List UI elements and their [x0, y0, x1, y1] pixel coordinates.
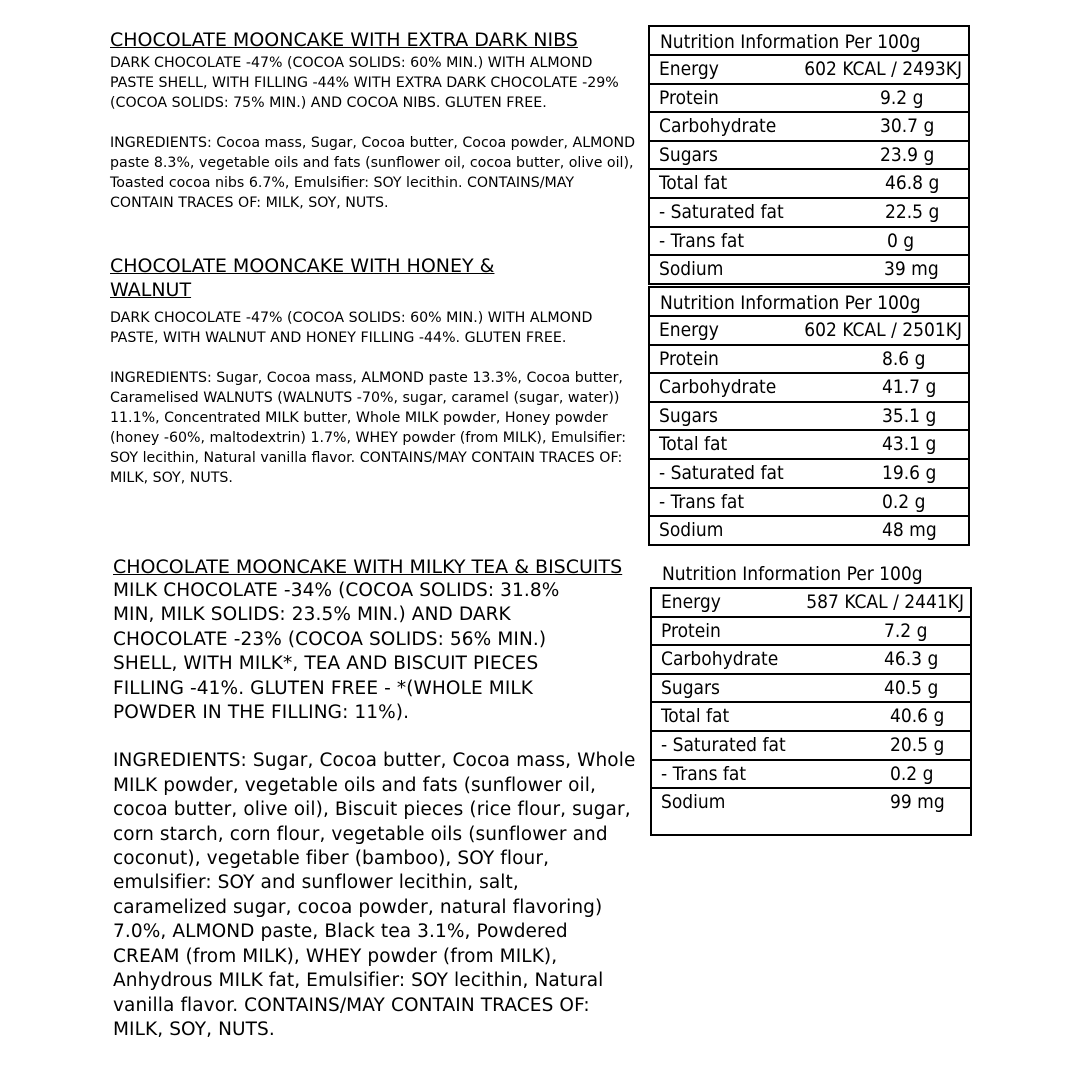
nutrition-row-protein: [652, 618, 970, 647]
nutrition-row-sodium: [650, 517, 968, 544]
nutrition-row-total-fat: [650, 431, 968, 460]
product-3-nutrition-header: Nutrition Information Per 100g: [662, 563, 923, 585]
nutrition-label: Protein: [661, 619, 721, 642]
nutrition-value: 39 mg: [884, 258, 939, 281]
nutrition-label: Sodium: [659, 258, 724, 281]
nutrition-header: Nutrition Information Per 100g: [650, 288, 968, 317]
nutrition-row-protein: [650, 346, 968, 375]
nutrition-row-sodium: [650, 256, 968, 283]
nutrition-row-carbohydrate: [652, 646, 970, 675]
nutrition-row-trans-fat: [652, 761, 970, 790]
nutrition-label: Energy: [659, 319, 719, 341]
nutrition-row-trans-fat: [650, 489, 968, 518]
nutrition-value: 9.2 g: [880, 86, 924, 109]
nutrition-value: 7.2 g: [884, 619, 928, 642]
nutrition-row-saturated-fat: [652, 732, 970, 761]
product-2-title-line1: CHOCOLATE MOONCAKE WITH HONEY &: [110, 255, 495, 277]
nutrition-label: Sugars: [659, 404, 718, 427]
nutrition-row-saturated-fat: [650, 199, 968, 228]
nutrition-value: 602 KCAL / 2493KJ: [804, 58, 962, 80]
nutrition-value: 48 mg: [882, 519, 937, 542]
nutrition-row-carbohydrate: [650, 374, 968, 403]
nutrition-value: 0.2 g: [882, 490, 926, 513]
product-3-ingredients: INGREDIENTS: Sugar, Cocoa butter, Cocoa mass, Whole MILK powder, vegetable oils and fats (sunflower oil, cocoa butter, olive oil), Biscuit pieces (rice flour, sugar, corn starch, corn flour, vegetable oils (sunflower and coconut), vegetable fiber (bamboo), SOY flour, emulsifier: SOY and sunflower lecithin, salt, caramelized sugar, cocoa powder, natural flavoring) 7.0%, ALMOND paste, Black tea 3.1%, Powdered CREAM (from MILK), WHEY powder (from MILK), Anhydrous MILK fat, Emulsifier: SOY lecithin, Natural vanilla flavor. CONTAINS/MAY CONTAIN TRACES OF: MILK, SOY, NUTS.: [113, 750, 636, 1040]
nutrition-value: 30.7 g: [880, 115, 935, 138]
nutrition-label: Sodium: [659, 519, 724, 542]
nutrition-value: 35.1 g: [882, 404, 937, 427]
nutrition-row-energy: [650, 317, 968, 346]
nutrition-value: 41.7 g: [882, 376, 937, 399]
nutrition-label: Sugars: [659, 143, 718, 166]
product-3-title: CHOCOLATE MOONCAKE WITH MILKY TEA & BISCUITS: [113, 556, 623, 578]
product-1-nutrition-table: [648, 25, 970, 285]
nutrition-row-energy: [650, 56, 968, 85]
product-1-ingredients: INGREDIENTS: Cocoa mass, Sugar, Cocoa butter, Cocoa powder, ALMOND paste 8.3%, vegetable oils and fats (sunflower oil, cocoa butter, olive oil), Toasted cocoa nibs 6.7%, Emulsifier: SOY lecithin. CONTAINS/MAY CONTAIN TRACES OF: MILK, SOY, NUTS.: [110, 135, 636, 211]
nutrition-row-sodium: [652, 789, 970, 816]
product-2-nutrition-table: [648, 286, 970, 546]
nutrition-label: Energy: [661, 591, 721, 613]
nutrition-label: Energy: [659, 58, 719, 80]
nutrition-label: Carbohydrate: [659, 376, 777, 399]
nutrition-value: 23.9 g: [880, 143, 935, 166]
nutrition-label: Total fat: [659, 172, 728, 195]
product-2-title: [110, 254, 640, 302]
nutrition-row-sugars: [652, 675, 970, 704]
nutrition-value: 99 mg: [890, 791, 945, 814]
nutrition-label: Sodium: [661, 791, 726, 814]
product-2-title-line2: WALNUT: [110, 279, 192, 301]
nutrition-value: 602 KCAL / 2501KJ: [804, 319, 962, 341]
nutrition-row-total-fat: [650, 170, 968, 199]
nutrition-value: 587 KCAL / 2441KJ: [806, 591, 964, 613]
nutrition-header: Nutrition Information Per 100g: [650, 27, 968, 56]
product-3-text: [113, 555, 653, 1042]
nutrition-value: 8.6 g: [882, 347, 926, 370]
nutrition-value: 19.6 g: [882, 461, 937, 484]
nutrition-label: Protein: [659, 86, 719, 109]
nutrition-value: 20.5 g: [890, 733, 945, 756]
product-3-description: MILK CHOCOLATE -34% (COCOA SOLIDS: 31.8% MIN, MILK SOLIDS: 23.5% MIN.) AND DARK CHOCOLATE -23% (COCOA SOLIDS: 56% MIN.) SHELL, WITH MILK*, TEA AND BISCUIT PIECES FILLING -41%. GLUTEN FREE - *(WHOLE MILK POWDER IN THE FILLING: 11%).: [113, 580, 560, 724]
nutrition-value: 40.6 g: [890, 705, 945, 728]
product-2-description: DARK CHOCOLATE -47% (COCOA SOLIDS: 60% MIN.) WITH ALMOND PASTE, WITH WALNUT AND HONEY FILLING -44%. GLUTEN FREE.: [110, 310, 593, 346]
nutrition-value: 43.1 g: [882, 433, 937, 456]
nutrition-value: 0.2 g: [890, 762, 934, 785]
nutrition-value: 0 g: [887, 229, 915, 252]
product-1-description: DARK CHOCOLATE -47% (COCOA SOLIDS: 60% MIN.) WITH ALMOND PASTE SHELL, WITH FILLING -44% WITH EXTRA DARK CHOCOLATE -29% (COCOA SOLIDS: 75% MIN.) AND COCOA NIBS. GLUTEN FREE.: [110, 55, 619, 111]
nutrition-row-total-fat: [652, 703, 970, 732]
product-2-ingredients: INGREDIENTS: Sugar, Cocoa mass, ALMOND paste 13.3%, Cocoa butter, Caramelised WALNUTS (WALNUTS -70%, sugar, caramel (sugar, water)) 11.1%, Concentrated MILK butter, Whole MILK powder, Honey powder (honey -60%, maltodextrin) 1.7%, WHEY powder (from MILK), Emulsifier: SOY lecithin, Natural vanilla flavor. CONTAINS/MAY CONTAIN TRACES OF: MILK, SOY, NUTS.: [110, 370, 627, 486]
nutrition-row-energy: [652, 589, 970, 618]
nutrition-row-trans-fat: [650, 228, 968, 257]
product-3-nutrition-table: [650, 587, 972, 836]
product-1-title: CHOCOLATE MOONCAKE WITH EXTRA DARK NIBS: [110, 29, 578, 51]
nutrition-label: - Trans fat: [661, 762, 747, 785]
product-2-text: [110, 254, 640, 488]
nutrition-label: Total fat: [659, 433, 728, 456]
nutrition-row-carbohydrate: [650, 113, 968, 142]
nutrition-label: Carbohydrate: [661, 648, 779, 671]
nutrition-row-sugars: [650, 142, 968, 171]
nutrition-label: Carbohydrate: [659, 115, 777, 138]
nutrition-label: - Saturated fat: [659, 200, 784, 223]
nutrition-label: Total fat: [661, 705, 730, 728]
nutrition-row-saturated-fat: [650, 460, 968, 489]
nutrition-label: - Trans fat: [659, 229, 745, 252]
nutrition-row-protein: [650, 85, 968, 114]
nutrition-label: Sugars: [661, 676, 720, 699]
nutrition-label: - Saturated fat: [661, 733, 786, 756]
product-1-text: [110, 28, 638, 213]
nutrition-label: - Trans fat: [659, 490, 745, 513]
nutrition-row-sugars: [650, 403, 968, 432]
nutrition-label: Protein: [659, 347, 719, 370]
nutrition-value: 40.5 g: [884, 676, 939, 699]
nutrition-value: 22.5 g: [885, 200, 940, 223]
nutrition-label: - Saturated fat: [659, 461, 784, 484]
nutrition-value: 46.8 g: [885, 172, 940, 195]
nutrition-value: 46.3 g: [884, 648, 939, 671]
